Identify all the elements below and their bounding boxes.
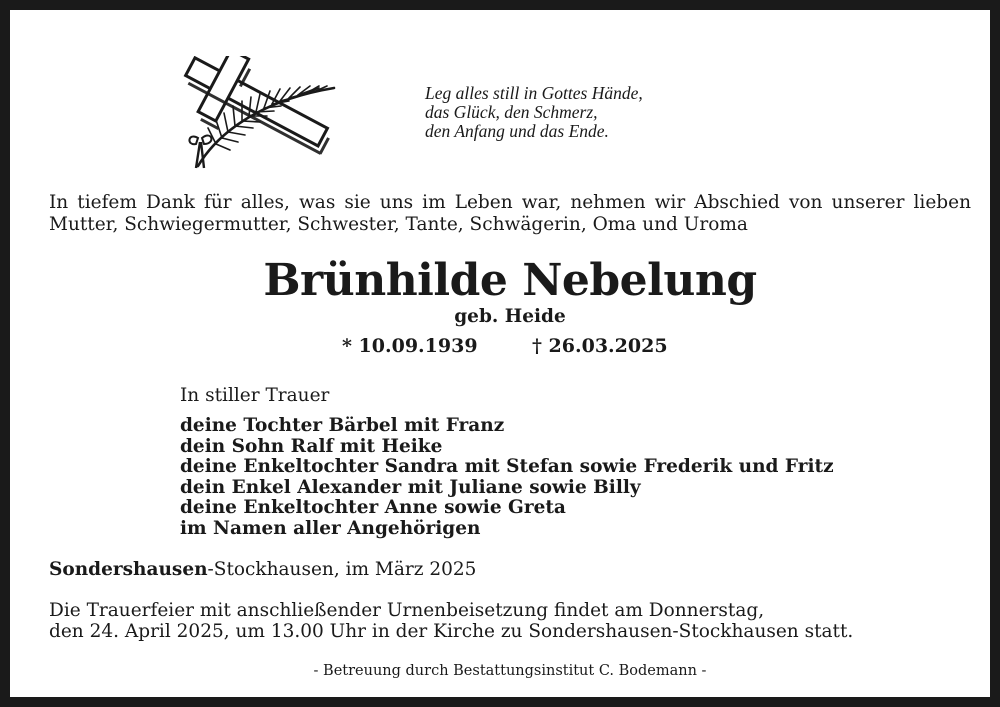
- mourning-heading: In stiller Trauer: [180, 385, 330, 406]
- funeral-line: den 24. April 2025, um 13.00 Uhr in der Kirche zu Sondershausen-Stockhausen statt.: [49, 621, 854, 642]
- mourner-line: deine Enkeltochter Anne sowie Greta: [180, 497, 566, 518]
- mourners-list: [180, 416, 834, 539]
- place-rest: -Stockhausen, im März 2025: [207, 559, 477, 580]
- mourner-line: dein Sohn Ralf mit Heike: [180, 435, 443, 457]
- birth-date: * 10.09.1939: [342, 335, 478, 357]
- death-date: † 26.03.2025: [532, 335, 668, 357]
- mourner-line: deine Tochter Bärbel mit Franz: [180, 415, 505, 436]
- funeral-line: Die Trauerfeier mit anschließender Urnenbeisetzung findet am Donnerstag,: [49, 600, 765, 621]
- poem-verse: [425, 84, 643, 141]
- maiden-name: geb. Heide: [454, 306, 566, 327]
- poem-line: Leg alles still in Gottes Hände,: [425, 83, 643, 103]
- poem-line: den Anfang und das Ende.: [425, 121, 609, 141]
- intro-text: In tiefem Dank für alles, was sie uns im Leben war, nehmen wir Abschied von unserer lieben Mutter, Schwiegermutter, Schwester, Tante, Schwägerin, Oma und Uroma: [49, 192, 971, 235]
- funeral-notice: [49, 600, 853, 642]
- place-town: Sondershausen: [49, 559, 208, 580]
- cross-with-palm-frond-icon: [156, 56, 336, 171]
- funeral-home-credit: - Betreuung durch Bestattungsinstitut C. Bodemann -: [313, 663, 707, 679]
- mourner-line: dein Enkel Alexander mit Juliane sowie Billy: [180, 476, 641, 498]
- mourner-line: im Namen aller Angehörigen: [180, 517, 481, 539]
- poem-line: das Glück, den Schmerz,: [425, 102, 598, 122]
- deceased-name: Brünhilde Nebelung: [263, 255, 757, 306]
- mourner-line: deine Enkeltochter Sandra mit Stefan sowie Frederik und Fritz: [180, 456, 834, 477]
- place-and-date: [49, 559, 476, 581]
